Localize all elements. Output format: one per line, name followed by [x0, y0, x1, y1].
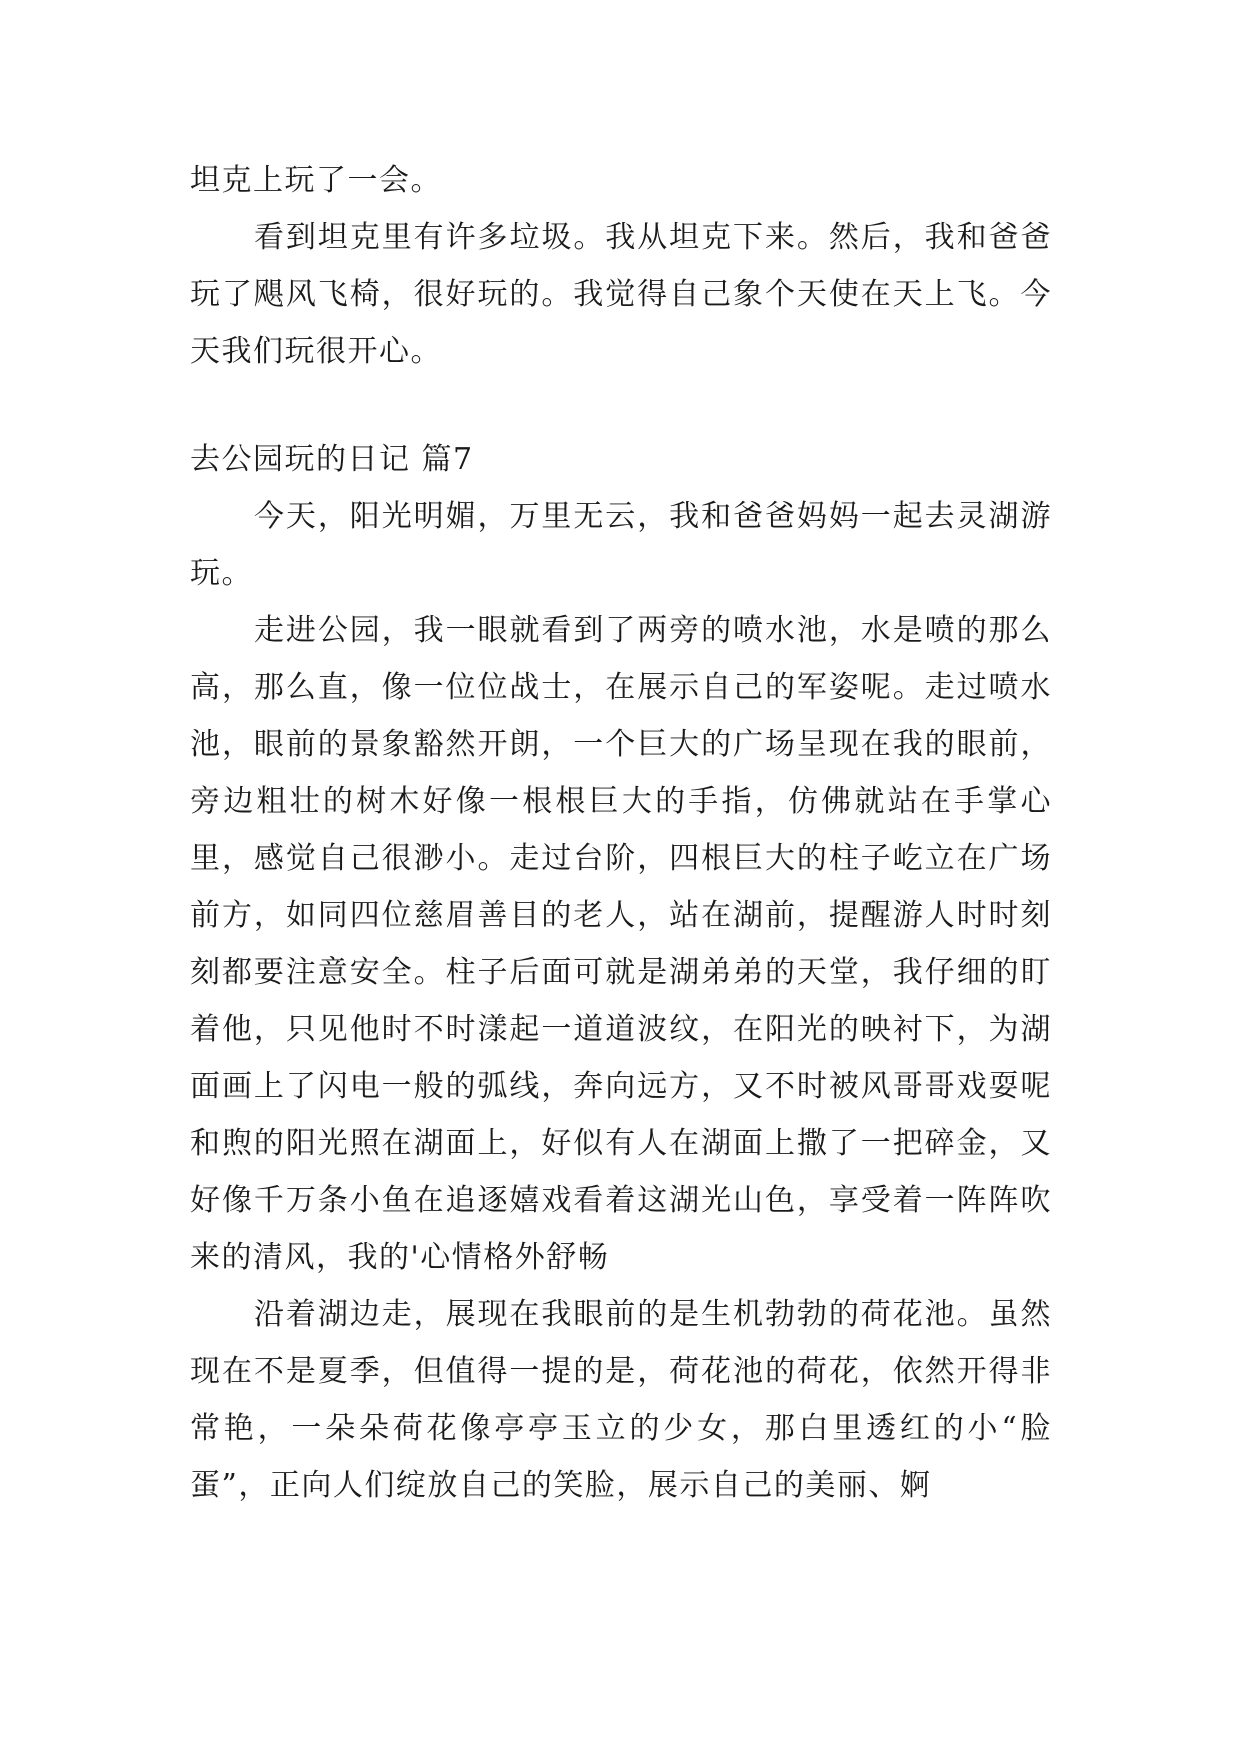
paragraph-park: 走进公园，我一眼就看到了两旁的喷水池，水是喷的那么高，那么直，像一位位战士，在展示自己的军姿呢。走过喷水池，眼前的景象豁然开朗，一个巨大的广场呈现在我的眼前，旁边粗壮的树木好像一根根巨大的手指，仿佛就站在手掌心里，感觉自己很渺小。走过台阶，四根巨大的柱子屹立在广场前方，如同四位慈眉善目的老人，站在湖前，提醒游人时时刻刻都要注意安全。柱子后面可就是湖弟弟的天堂，我仔细的盯着他，只见他时不时漾起一道道波纹，在阳光的映衬下，为湖面画上了闪电一般的弧线，奔向远方，又不时被风哥哥戏耍呢和煦的阳光照在湖面上，好似有人在湖面上撒了一把碎金，又好像千万条小鱼在追逐嬉戏看着这湖光山色，享受着一阵阵吹来的清风，我的'心情格外舒畅 — [190, 613, 1052, 1275]
paragraph-lotus: 沿着湖边走，展现在我眼前的是生机勃勃的荷花池。虽然现在不是夏季，但值得一提的是，荷花池的荷花，依然开得非常艳，一朵朵荷花像亭亭玉立的少女，那白里透红的小“脸蛋”，正向人们绽放自己的笑脸，展示自己的美丽、婀 — [190, 1297, 1052, 1503]
document-page — [190, 152, 1052, 1514]
paragraph-tank: 看到坦克里有许多垃圾。我从坦克下来。然后，我和爸爸玩了飓风飞椅，很好玩的。我觉得自己象个天使在天上飞。今天我们玩很开心。 — [190, 220, 1052, 369]
paragraph-intro: 今天，阳光明媚，万里无云，我和爸爸妈妈一起去灵湖游玩。 — [190, 499, 1052, 591]
paragraph-continuation: 坦克上玩了一会。 — [190, 163, 442, 198]
section-title: 去公园玩的日记 篇7 — [190, 442, 474, 477]
